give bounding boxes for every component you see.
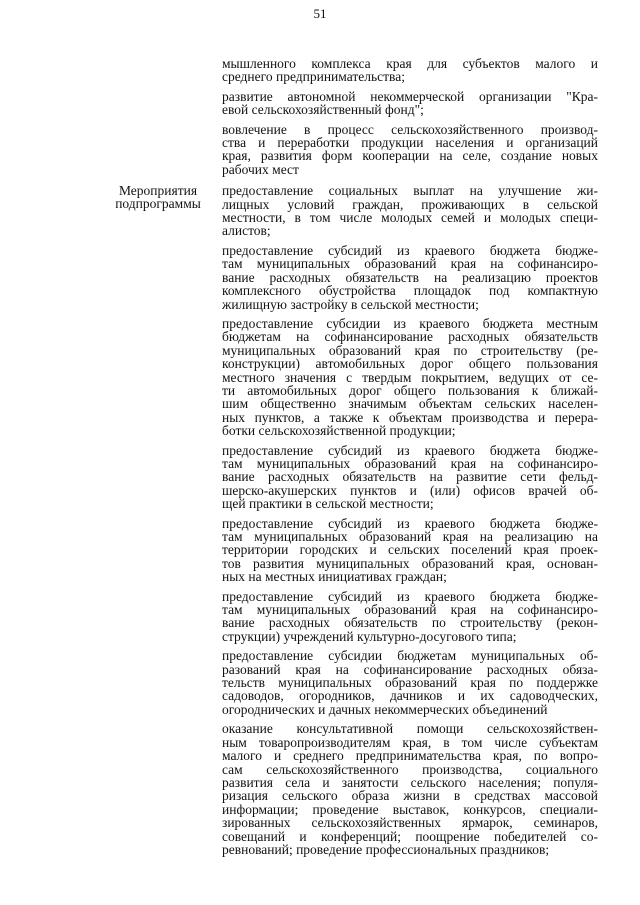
paragraph-line: совещаний и конференций; поощрение победителей со- bbox=[222, 828, 598, 844]
paragraph-line: лищных условий граждан, проживающих в сельской bbox=[222, 196, 598, 212]
paragraph bbox=[222, 90, 598, 117]
row-label-line: Мероприятия bbox=[118, 183, 198, 198]
paragraph-line: информации; проведение выставок, конкурсов, специали- bbox=[222, 801, 598, 817]
paragraph-line: местного значения с твердым покрытием, ведущих от се- bbox=[222, 369, 598, 385]
paragraph bbox=[222, 590, 598, 644]
paragraph-line: вание расходных обязательств на реализацию проектов bbox=[222, 269, 598, 285]
paragraph-line: алистов; bbox=[222, 223, 271, 239]
paragraph bbox=[222, 317, 598, 438]
content-column bbox=[222, 57, 598, 862]
paragraph bbox=[222, 444, 598, 511]
paragraph-line: щей практики в сельской местности; bbox=[222, 496, 434, 512]
paragraph bbox=[222, 184, 598, 238]
paragraph-line: края, развития форм кооперации на селе, создание новых bbox=[222, 148, 598, 164]
paragraph bbox=[222, 649, 598, 716]
paragraph-line: вовлечение в процесс сельскохозяйственного производ- bbox=[222, 121, 598, 137]
paragraph-line: комплексного обустройства площадок под компактную bbox=[222, 283, 598, 299]
paragraph-line: садоводов, огородников, дачников и их садоводческих, bbox=[222, 688, 598, 704]
paragraph-line: рабочих мест bbox=[222, 161, 299, 177]
paragraph-line: там муниципальных образований края на софинансиро- bbox=[222, 455, 598, 471]
paragraph-line: ризация сельского образа жизни в средствах массовой bbox=[222, 788, 598, 804]
paragraph-line: территории городских и сельских поселений края проек- bbox=[222, 542, 598, 558]
paragraph-line: предоставление субсидий из краевого бюджета бюдже- bbox=[222, 242, 598, 258]
row-label bbox=[108, 184, 208, 211]
paragraph-line: малого и среднего предпринимательства края, по вопро- bbox=[222, 748, 598, 764]
paragraph-line: там муниципальных образований края на софинансиро- bbox=[222, 256, 598, 272]
paragraph-line: ства и переработки продукции населения и организаций bbox=[222, 135, 598, 151]
paragraph bbox=[222, 517, 598, 584]
paragraph-line: среднего предпринимательства; bbox=[222, 69, 405, 85]
paragraph-line: ных пунктов, а также к объектам производства и перера- bbox=[222, 409, 598, 425]
paragraph bbox=[222, 244, 598, 311]
paragraph-line: предоставление субсидии бюджетам муниципальных об- bbox=[222, 648, 598, 664]
paragraph-line: ных на местных инициативах граждан; bbox=[222, 569, 447, 585]
paragraph-line: евой сельскохозяйственный фонд"; bbox=[222, 102, 424, 118]
paragraph-line: сам сельскохозяйственного производства, социального bbox=[222, 761, 598, 777]
paragraph-line: тельств муниципальных образований края по поддержке bbox=[222, 675, 598, 691]
paragraph-line: предоставление субсидии из краевого бюджета местным bbox=[222, 315, 598, 331]
paragraph-line: бюджетам на софинансирование расходных обязательств bbox=[222, 329, 598, 345]
paragraph-line: шим общественно значимым объектам сельских населен- bbox=[222, 396, 598, 412]
paragraph-line: там муниципальных образований края на реализацию на bbox=[222, 529, 598, 544]
row-label-line: подпрограммы bbox=[115, 196, 201, 212]
paragraph-line: ревнований; проведение профессиональных праздников; bbox=[222, 841, 550, 857]
paragraph-line: ным товаропроизводителям края, в том числе субъектам bbox=[222, 734, 598, 750]
paragraph-line: предоставление субсидий из краевого бюджета бюдже- bbox=[222, 442, 598, 458]
paragraph-line: ти автомобильных дорог общего пользования к ближай- bbox=[222, 382, 598, 398]
paragraph-line: вание расходных обязательств на развитие сети фельд- bbox=[222, 469, 598, 485]
paragraph-line: шерско-акушерских пунктов и (или) офисов врачей об- bbox=[222, 482, 598, 498]
paragraph-line: огороднических и дачных некоммерческих объединений bbox=[222, 701, 548, 717]
paragraph-line: конструкции) автомобильных дорог общего пользования bbox=[222, 356, 598, 372]
paragraph-line: предоставление социальных выплат на улучшение жи- bbox=[222, 183, 598, 199]
paragraph-line: мышленного комплекса края для субъектов малого и bbox=[222, 56, 598, 71]
paragraph bbox=[222, 57, 598, 84]
paragraph-line: жилищную застройку в сельской местности; bbox=[222, 296, 479, 312]
paragraph-line: развития села и занятости сельского населения; популя- bbox=[222, 774, 598, 790]
paragraph-line: струкции) учреждений культурно-досугового типа; bbox=[222, 628, 517, 644]
paragraph-line: зированных сельскохозяйственных ярмарок, семинаров, bbox=[222, 815, 598, 831]
paragraph-line: ботки сельскохозяйственной продукции; bbox=[222, 423, 456, 439]
paragraph bbox=[222, 123, 598, 177]
page-number: 51 bbox=[313, 6, 327, 21]
paragraph-line: муниципальных образований края по строительству (ре- bbox=[222, 342, 598, 358]
paragraph-line: тов развития муниципальных образований края, основан- bbox=[222, 555, 598, 571]
paragraph-line: разований края на софинансирование расходных обяза- bbox=[222, 661, 598, 677]
paragraph-line: развитие автономной некоммерческой организации "Кра- bbox=[222, 88, 598, 104]
paragraph-line: местности, в том числе молодых семей и молодых специ- bbox=[222, 210, 598, 226]
paragraph-line: оказание консультативной помощи сельскохозяйствен- bbox=[222, 721, 598, 737]
paragraph-line: вание расходных обязательств по строительству (рекон- bbox=[222, 615, 598, 631]
paragraph-line: там муниципальных образований края на софинансиро- bbox=[222, 602, 598, 618]
paragraph-line: предоставление субсидий из краевого бюджета бюдже- bbox=[222, 588, 598, 604]
paragraph-line: предоставление субсидий из краевого бюджета бюдже- bbox=[222, 515, 598, 531]
paragraph bbox=[222, 722, 598, 856]
